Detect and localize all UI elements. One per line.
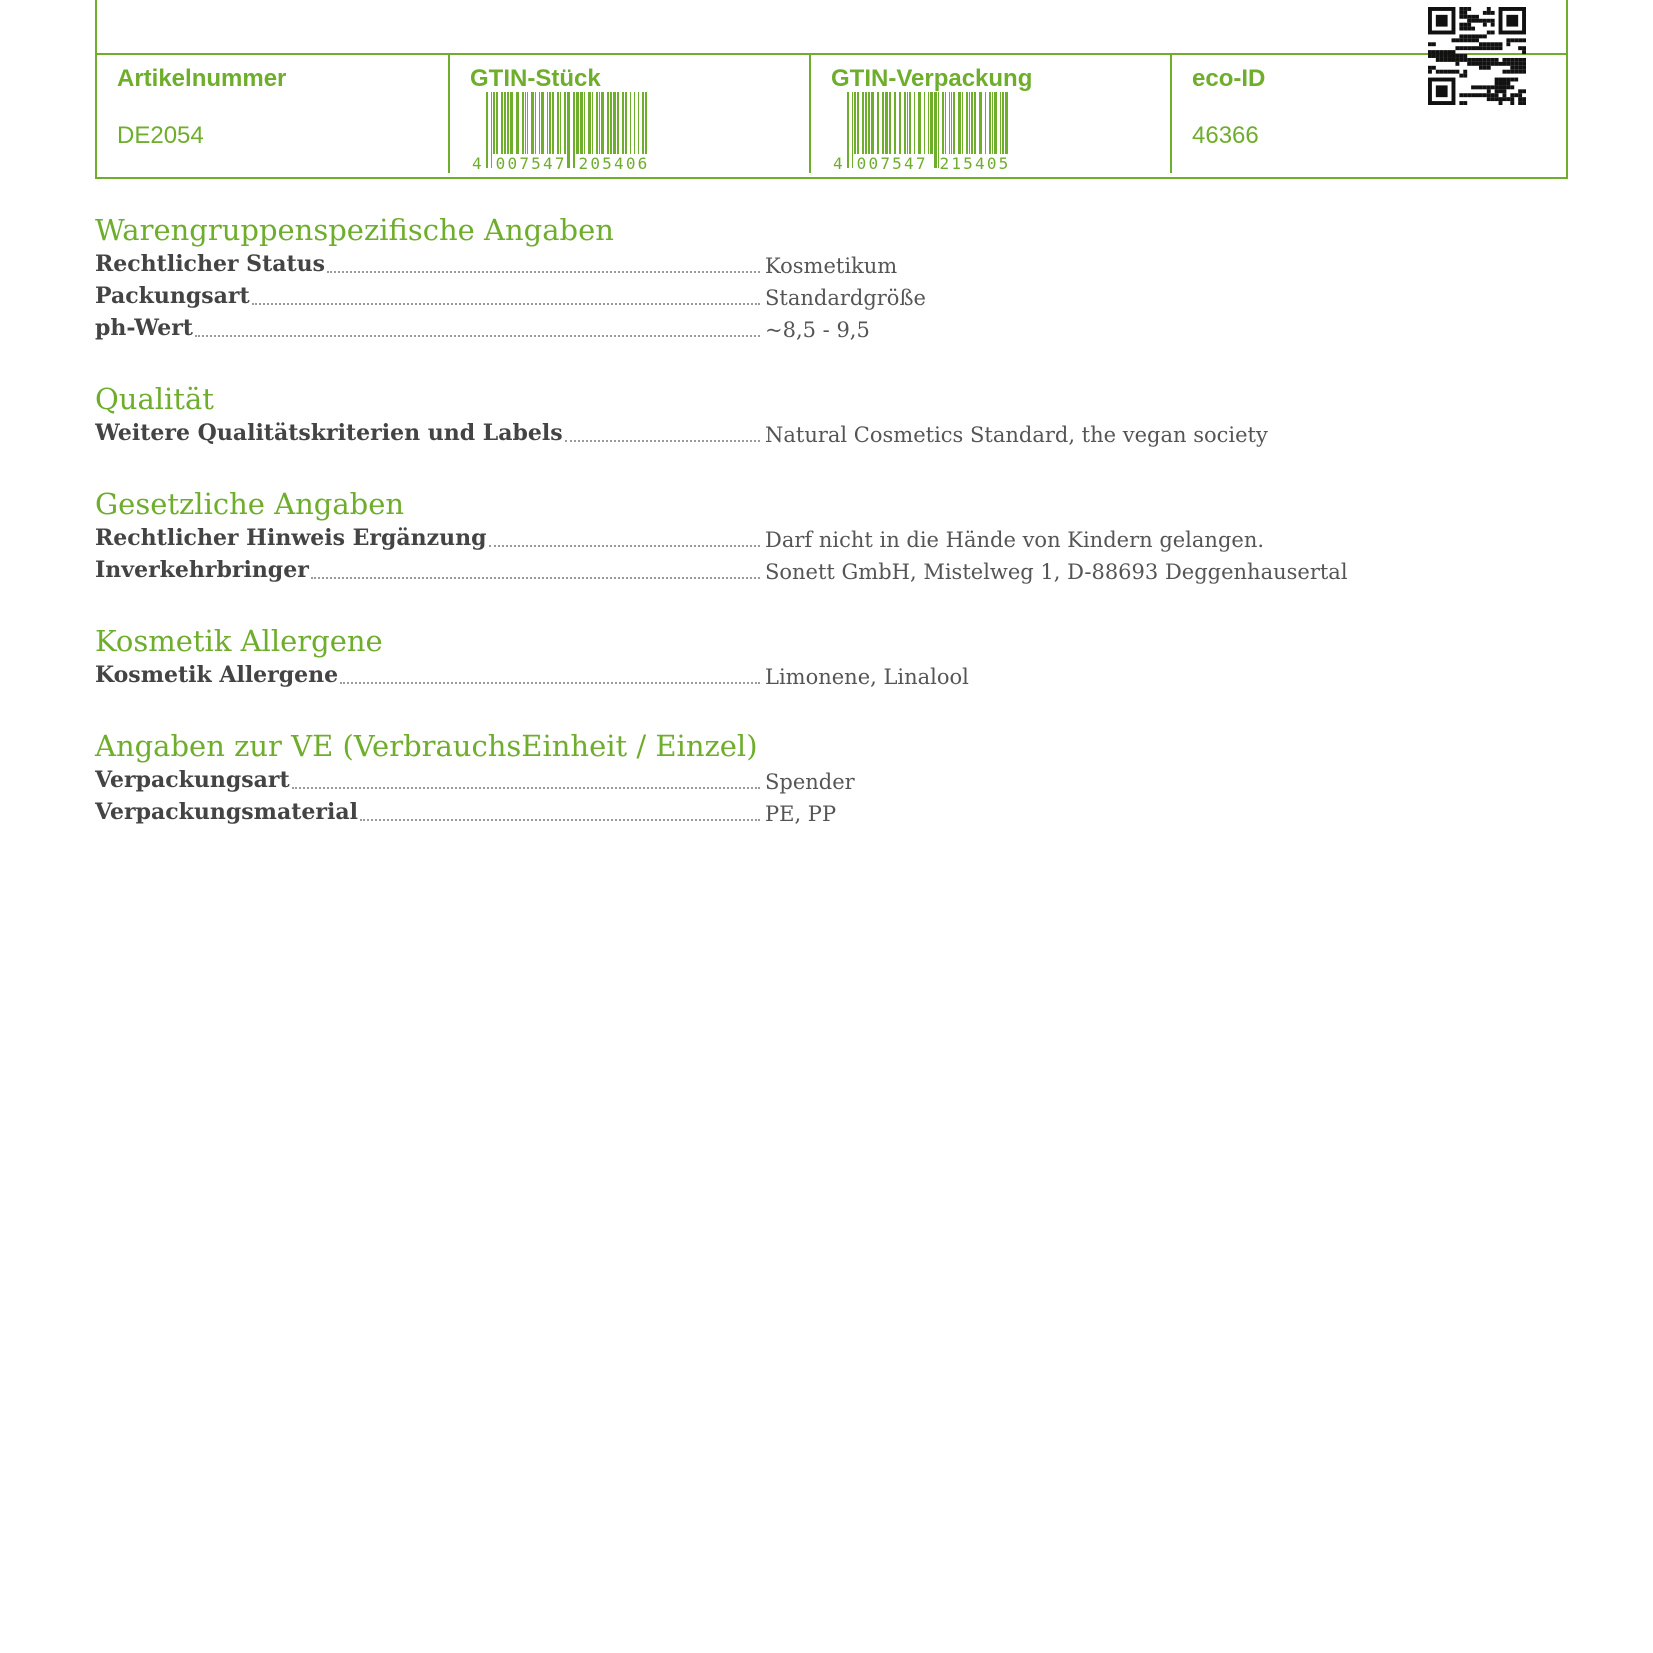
spec-value: ~8,5 - 9,5: [765, 318, 870, 342]
gtin-pack-label: GTIN-Verpackung: [831, 65, 1033, 92]
gtin-pack-barcode-icon: [833, 92, 1013, 174]
section-title: Gesetzliche Angaben: [95, 487, 405, 521]
section-allergens: [95, 623, 1555, 691]
leader-dots: [292, 787, 760, 789]
spec-row: [95, 280, 1555, 312]
spec-row: [95, 248, 1555, 280]
gtin-piece-barcode-icon: [472, 92, 652, 174]
header-id-row: [97, 55, 1566, 179]
section-title: Angaben zur VE (VerbrauchsEinheit / Einzel): [95, 729, 758, 763]
section-consumer-unit: [95, 728, 1555, 828]
qr-code-icon: [1428, 7, 1526, 105]
spec-label: Rechtlicher Hinweis Ergänzung: [95, 525, 487, 551]
spec-row: [95, 522, 1555, 554]
spec-value: PE, PP: [765, 802, 837, 826]
eco-id-label: eco-ID: [1192, 65, 1266, 92]
leader-dots: [360, 819, 760, 821]
leader-dots: [340, 682, 760, 684]
spec-label: Kosmetik Allergene: [95, 662, 339, 688]
spec-label: Verpackungsmaterial: [95, 799, 358, 825]
spec-row: [95, 764, 1555, 796]
section-title: Kosmetik Allergene: [95, 624, 383, 658]
article-number-value: DE2054: [117, 122, 204, 149]
spec-label: ph-Wert: [95, 315, 193, 341]
section-legal: [95, 486, 1555, 586]
leader-dots: [195, 335, 760, 337]
gtin-pack-cell: [811, 55, 1172, 173]
leader-dots: [565, 440, 760, 442]
leader-dots: [489, 545, 760, 547]
spec-value: Spender: [765, 770, 855, 794]
spec-label: Packungsart: [95, 283, 250, 309]
section-product-group: [95, 212, 1555, 344]
gtin-piece-digits: 4 007547 205406: [472, 154, 650, 173]
leader-dots: [252, 303, 760, 305]
product-id-table: [95, 0, 1568, 179]
section-title: Warengruppenspezifische Angaben: [95, 213, 614, 247]
spec-value: Standardgröße: [765, 286, 926, 310]
article-number-label: Artikelnummer: [117, 65, 287, 92]
leader-dots: [327, 271, 760, 273]
spec-value: Limonene, Linalool: [765, 665, 969, 689]
spec-row: [95, 312, 1555, 344]
eco-id-value: 46366: [1192, 122, 1259, 149]
spec-row: [95, 659, 1555, 691]
article-number-cell: [97, 55, 450, 173]
header-top-band: [97, 0, 1566, 55]
section-quality: [95, 381, 1555, 449]
gtin-piece-label: GTIN-Stück: [470, 65, 601, 92]
spec-value: Sonett GmbH, Mistelweg 1, D-88693 Deggenhausertal: [765, 560, 1348, 584]
leader-dots: [311, 577, 760, 579]
section-title: Qualität: [95, 382, 214, 416]
gtin-pack-digits: 4 007547 215405: [833, 154, 1011, 173]
spec-row: [95, 417, 1555, 449]
spec-label: Verpackungsart: [95, 767, 290, 793]
spec-row: [95, 796, 1555, 828]
spec-label: Weitere Qualitätskriterien und Labels: [95, 420, 563, 446]
gtin-piece-cell: [450, 55, 811, 173]
spec-value: Darf nicht in die Hände von Kindern gelangen.: [765, 528, 1265, 552]
spec-label: Rechtlicher Status: [95, 251, 326, 277]
spec-value: Kosmetikum: [765, 254, 898, 278]
spec-label: Inverkehrbringer: [95, 557, 309, 583]
spec-row: [95, 554, 1555, 586]
spec-value: Natural Cosmetics Standard, the vegan society: [765, 423, 1268, 447]
